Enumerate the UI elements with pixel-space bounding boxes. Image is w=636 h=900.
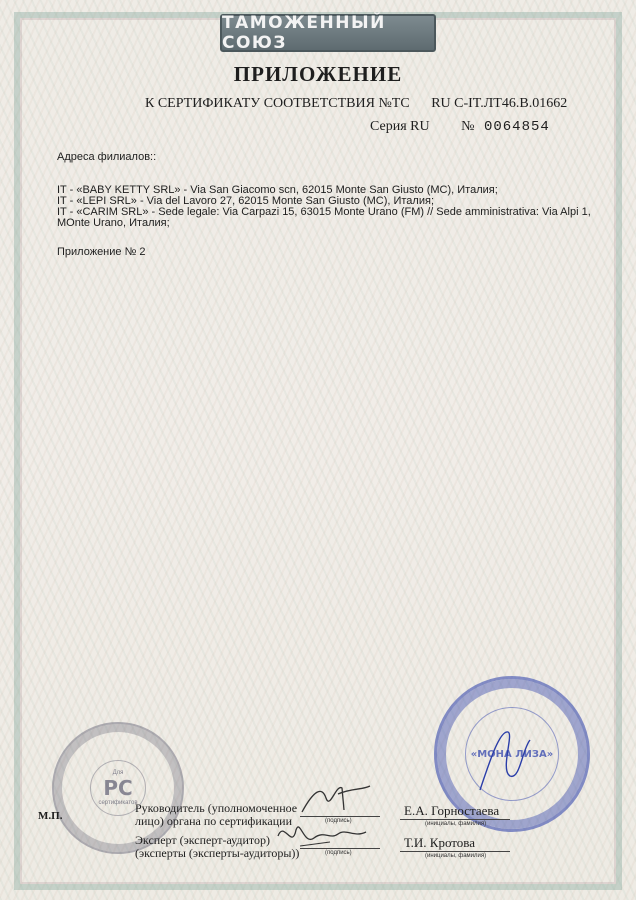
- expert-name-line: [400, 851, 510, 852]
- branch-address-list: [57, 185, 591, 229]
- branch-address-line: IT - «LEPI SRL» - Via del Lavoro 27, 62015 Monte San Giusto (MC), Италия;: [57, 195, 435, 207]
- series-line: [370, 119, 550, 135]
- head-name: Е.А. Горностаева: [404, 803, 500, 818]
- rs-mark-icon: РС: [103, 776, 133, 800]
- head-label-line-2: лицо) органа по сертификации: [135, 814, 292, 828]
- customs-union-banner: ТАМОЖЕННЫЙ СОЮЗ: [220, 14, 436, 52]
- expert-label-line-1: Эксперт (эксперт-аудитор): [135, 833, 271, 847]
- document-title: ПРИЛОЖЕНИЕ: [233, 62, 403, 86]
- series-value: RU: [410, 119, 430, 134]
- head-name-caption: (инициалы, фамилия): [425, 821, 487, 827]
- expert-name: Т.И. Кротова: [404, 835, 476, 850]
- serial-number: 0064854: [483, 119, 550, 135]
- certificate-label: К СЕРТИФИКАТУ СООТВЕТСТВИЯ: [145, 96, 375, 111]
- expert-signature-caption: (подпись): [325, 850, 352, 856]
- head-handwritten-signature: [292, 780, 382, 820]
- stamp-small-text-1: Для: [112, 770, 124, 776]
- printing-house-footer: [0, 872, 636, 878]
- branch-address-line: IT - «CARIM SRL» - Sede legale: Via Carpazi 15, 63015 Monte Urano (FM) // Sede amministrativa: Via Alpi 1,: [57, 206, 591, 218]
- certificate-reference: [145, 96, 567, 112]
- certificate-number-prefix: №ТС: [378, 96, 410, 111]
- head-name-line: [400, 819, 510, 820]
- expert-label-line-2: (эксперты (эксперты-аудиторы)): [135, 846, 300, 860]
- certificate-number: RU C-IT.ЛТ46.В.01662: [431, 96, 568, 111]
- serial-no-sign: №: [461, 119, 475, 134]
- stamp-company-name: «МОНА ЛИЗА»: [470, 748, 554, 760]
- expert-name-caption: (инициалы, фамилия): [425, 853, 487, 859]
- series-label: Серия: [370, 119, 407, 134]
- branch-address-line: IT - «BABY KETTY SRL» - Via San Giacomo scn, 62015 Monte San Giusto (MC), Италия;: [57, 184, 498, 196]
- branches-heading: Адреса филиалов::: [57, 151, 157, 163]
- stamp-blue-signature: [470, 720, 540, 800]
- expert-handwritten-signature: [270, 816, 380, 856]
- branch-address-line: MOnte Urano, Италия;: [57, 217, 170, 229]
- head-signature-caption: (подпись): [325, 818, 352, 824]
- seal-place-label: М.П.: [38, 810, 63, 822]
- stamp-small-text-2: сертификатов: [98, 800, 138, 806]
- annex-number: Приложение № 2: [57, 246, 146, 258]
- head-label-line-1: Руководитель (уполномоченное: [135, 801, 298, 815]
